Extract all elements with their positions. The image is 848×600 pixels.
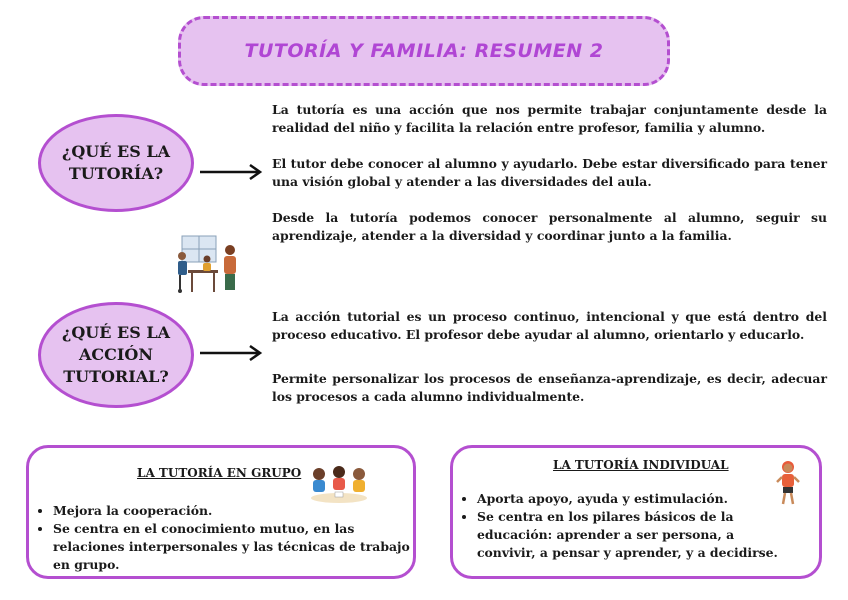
list-item: • Se centra en los pilares básicos de la educación: aprender a ser persona, a convivir, a pensar y aprender, y a decidirse.: [477, 508, 787, 562]
tutoria-heading: ¿QUÉ ES LA TUTORÍA?: [61, 142, 170, 183]
tutoria-individual-title: LA TUTORÍA INDIVIDUAL: [553, 458, 729, 472]
accion-paragraph-1: La acción tutorial es un proceso continuo, intencional y que está dentro del proceso educativo. El profesor debe ayudar al alumno, orientarlo y educarlo.: [272, 309, 827, 342]
accion-paragraph-2: Permite personalizar los procesos de enseñanza-aprendizaje, es decir, adecuar los procesos a cada alumno individualmente.: [272, 371, 827, 404]
tutoria-individual-list: [461, 490, 787, 562]
tutoria-grupo-title: LA TUTORÍA EN GRUPO: [137, 466, 302, 480]
arrow-right-icon: [200, 164, 266, 180]
list-item: • Aporta apoyo, ayuda y estimulación.: [477, 490, 787, 508]
arrow-right-icon: [200, 345, 266, 361]
list-item: • Se centra en el conocimiento mutuo, en las relaciones interpersonales y las técnicas de trabajo en grupo.: [53, 520, 413, 574]
tutoria-grupo-list: [37, 502, 413, 574]
page-title: TUTORÍA Y FAMILIA: RESUMEN 2: [244, 40, 604, 62]
accion-tutorial-heading-oval: [38, 302, 194, 408]
tutoria-paragraph-2: El tutor debe conocer al alumno y ayudarlo. Debe estar diversificado para tener una visión global y atender a las diversidades del aula.: [272, 156, 827, 189]
children-playing-illustration: [307, 462, 371, 504]
list-item: • Mejora la cooperación.: [53, 502, 413, 520]
tutoria-grupo-card: [26, 445, 416, 579]
tutoria-paragraph-1: La tutoría es una acción que nos permite trabajar conjuntamente desde la realidad del niño y facilita la relación entre profesor, familia y alumno.: [272, 102, 827, 135]
family-meeting-illustration: [172, 234, 242, 296]
accion-tutorial-heading: ¿QUÉ ES LA ACCIÓN TUTORIAL?: [61, 323, 170, 386]
title-banner: [178, 16, 670, 86]
tutoria-paragraph-3: Desde la tutoría podemos conocer personalmente al alumno, seguir su aprendizaje, atender a la diversidad y coordinar junto a la familia.: [272, 210, 827, 243]
tutoria-heading-oval: [38, 114, 194, 212]
tutoria-individual-card: [450, 445, 822, 579]
